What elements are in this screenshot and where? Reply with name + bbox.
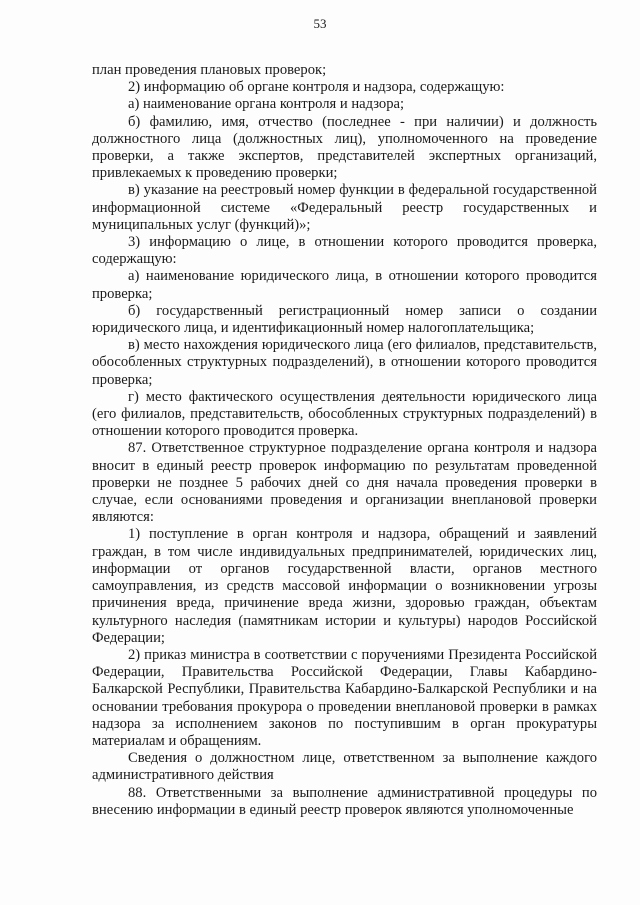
paragraph: 87. Ответственное структурное подразделение органа контроля и надзора вносит в единый реестр проверок информацию по результатам проведенной проверки не позднее 5 рабочих дней со дня начала проведения проверки в случае, если основаниями проведения и организации внеплановой проверки являются: xyxy=(92,440,597,526)
paragraph: б) государственный регистрационный номер записи о создании юридического лица, и идентификационный номер налогоплательщика; xyxy=(92,302,597,337)
paragraph: план проведения плановых проверок; xyxy=(92,62,327,78)
document-body xyxy=(92,62,597,819)
paragraph: 88. Ответственными за выполнение административной процедуры по внесению информации в единый реестр проверок являются уполномоченные xyxy=(92,784,597,818)
paragraph: г) место фактического осуществления деятельности юридического лица (его филиалов, представительств, обособленных структурных подразделений) в отношении которого проводится проверка. xyxy=(92,388,597,440)
paragraph: 2) информацию об органе контроля и надзора, содержащую: xyxy=(128,79,505,96)
paragraph: в) указание на реестровый номер функции в федеральной государственной информационной системе «Федеральный реестр государственных и муниципальных услуг (функций)»; xyxy=(92,182,597,233)
paragraph: а) наименование органа контроля и надзора; xyxy=(128,96,405,113)
section-heading: Сведения о должностном лице, ответственном за выполнение каждого административного действия xyxy=(92,750,597,784)
paragraph: а) наименование юридического лица, в отношении которого проводится проверка; xyxy=(92,268,597,302)
paragraph: 2) приказ министра в соответствии с поручениями Президента Российской Федерации, Правительства Российской Федерации, Главы Кабардино-Балкарской Республики, Правительства Кабардино-Балкарской Республики и на основании требования прокурора о проведении внеплановой проверки в рамках надзора за исполнением законов по поступившим в орган прокуратуры материалам и обращениям. xyxy=(92,646,597,749)
paragraph: 1) поступление в орган контроля и надзора, обращений и заявлений граждан, в том числе индивидуальных предпринимателей, юридических лиц, информации от органов государственной власти, органов местного самоуправления, из средств массовой информации о возникновении угрозы причинения вреда, причинение вреда жизни, здоровью граждан, объектам культурного наследия (памятникам истории и культуры) народов Российской Федерации; xyxy=(92,526,597,646)
page-number: 53 xyxy=(313,16,327,31)
paragraph: 3) информацию о лице, в отношении которого проводится проверка, содержащую: xyxy=(92,234,597,268)
paragraph: б) фамилию, имя, отчество (последнее - при наличии) и должность должностного лица (должностных лиц), уполномоченного на проведение проверки, а также экспертов, представителей экспертных организаций, привлекаемых к проведению проверки; xyxy=(92,113,597,182)
paragraph: в) место нахождения юридического лица (его филиалов, представительств, обособленных структурных подразделений), в отношении которого проводится проверка; xyxy=(92,337,597,388)
